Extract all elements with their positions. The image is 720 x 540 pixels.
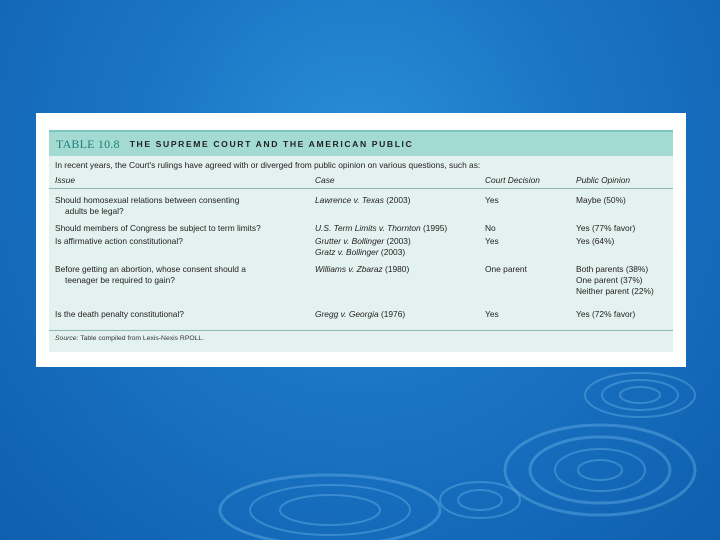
row-issue: Is affirmative action constitutional?	[55, 236, 183, 246]
row-opinion: Yes (72% favor)	[576, 309, 636, 319]
header-case: Case	[315, 175, 335, 185]
row-issue: Should homosexual relations between consenting adults be legal?	[55, 195, 240, 216]
table-source: Source: Table compiled from Lexis-Nexis RPOLL.	[55, 335, 205, 342]
row-case: Gregg v. Georgia (1976)	[315, 309, 406, 319]
row-issue: Is the death penalty constitutional?	[55, 309, 184, 319]
table-intro: In recent years, the Court's rulings have agreed with or diverged from public opinion on various questions, such as:	[55, 160, 481, 170]
header-public-opinion: Public Opinion	[576, 175, 631, 185]
row-opinion: Yes (77% favor)	[576, 223, 636, 233]
source-divider	[49, 330, 673, 331]
row-decision: Yes	[485, 195, 499, 205]
row-case: U.S. Term Limits v. Thornton (1995)	[315, 223, 448, 233]
table-image	[36, 113, 686, 367]
header-court-decision: Court Decision	[485, 175, 540, 185]
row-opinion: Both parents (38%) One parent (37%) Neither parent (22%)	[576, 264, 654, 296]
table-panel	[49, 130, 673, 352]
row-decision: Yes	[485, 236, 499, 246]
row-case: Grutter v. Bollinger (2003) Gratz v. Bollinger (2003)	[315, 236, 411, 257]
row-decision: No	[485, 223, 496, 233]
header-issue: Issue	[55, 175, 76, 185]
table-header-row	[49, 174, 673, 189]
row-issue: Before getting an abortion, whose consent should a teenager be required to gain?	[55, 264, 246, 285]
row-case: Lawrence v. Texas (2003)	[315, 195, 411, 205]
row-decision: One parent	[485, 264, 527, 274]
table-number: TABLE 10.8	[56, 136, 120, 151]
table-title: THE SUPREME COURT AND THE AMERICAN PUBLIC	[129, 139, 414, 149]
row-opinion: Yes (64%)	[576, 236, 615, 246]
row-case: Williams v. Zbaraz (1980)	[315, 264, 410, 274]
row-issue: Should members of Congress be subject to term limits?	[55, 223, 261, 233]
row-opinion: Maybe (50%)	[576, 195, 626, 205]
table-title-bar	[49, 132, 673, 156]
row-decision: Yes	[485, 309, 499, 319]
